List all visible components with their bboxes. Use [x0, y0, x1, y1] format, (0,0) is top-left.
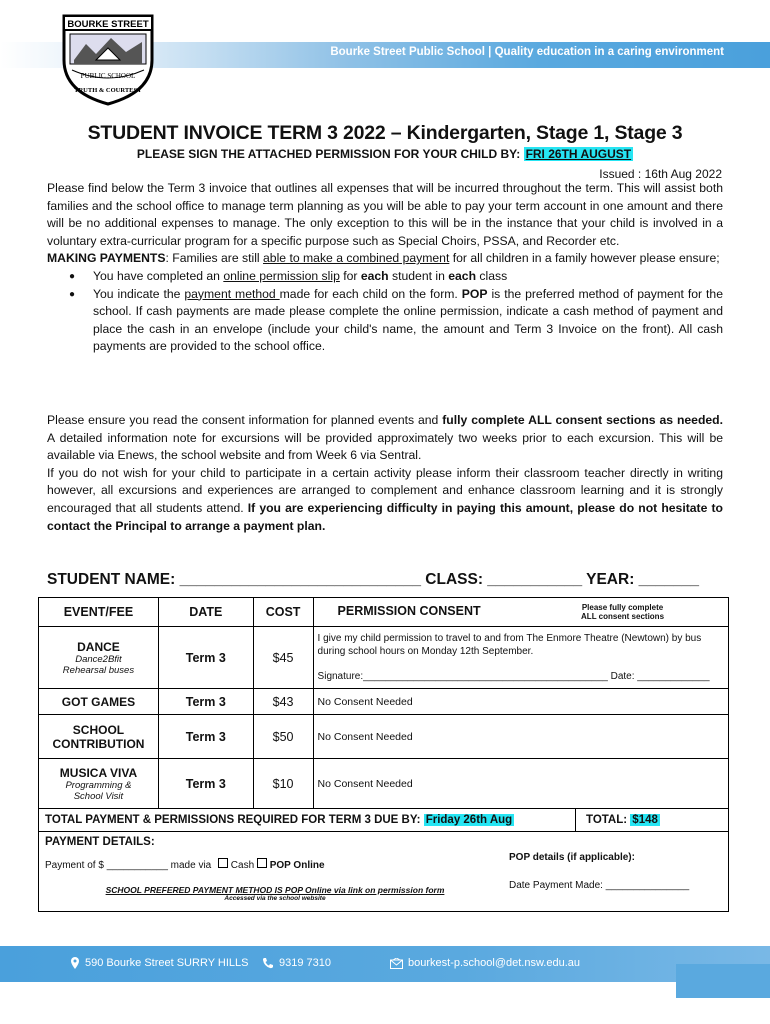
making-payments-label: MAKING PAYMENTS [47, 251, 166, 266]
table-row [39, 627, 729, 689]
online-permission-slip-link[interactable]: online permission slip [223, 268, 340, 283]
dance-permission-text: I give my child permission to travel to and from The Enmore Theatre (Newtown) by bus during school hours on Monday 12th September. [317, 633, 702, 657]
payment-method-link[interactable]: payment method [184, 286, 280, 301]
event-name: SCHOOL CONTRIBUTION [39, 715, 159, 759]
bullet-text: class [476, 268, 508, 283]
consent-table [38, 597, 729, 912]
subtitle-prefix: PLEASE SIGN THE ATTACHED PERMISSION FOR YOUR CHILD BY: [136, 147, 521, 161]
date-cell: Term 3 [158, 715, 253, 759]
consent-bold: fully complete ALL consent sections as needed. [442, 413, 723, 427]
due-date-highlight: FRI 26TH AUGUST [525, 147, 632, 161]
pop-label: POP Online [269, 860, 325, 871]
date-cell: Term 3 [158, 627, 253, 689]
total-amount: $148 [632, 814, 658, 826]
event-subtitle: Programming & [65, 779, 132, 791]
header-permission-label: PERMISSION CONSENT [337, 604, 481, 619]
total-row [39, 809, 729, 832]
payment-details-label: PAYMENT DETAILS: [45, 836, 155, 848]
cost-cell: $50 [253, 715, 313, 759]
cost-cell: $43 [253, 689, 313, 715]
total-amount-block [576, 814, 660, 826]
footer-tab [676, 964, 770, 998]
location-pin-icon [70, 957, 80, 969]
cost-cell: $10 [253, 759, 313, 809]
bullet-text: You have completed an [93, 268, 224, 283]
payment-amount-field[interactable]: Payment of $ ___________ made via [45, 860, 212, 871]
consent-cell: No Consent Needed [313, 689, 728, 715]
combined-payment-link[interactable]: able to make a combined payment [263, 251, 450, 266]
student-details-line[interactable]: STUDENT NAME: ____________________________ CLASS: ___________ YEAR: _______ [47, 571, 700, 588]
logo-mid-text: PUBLIC SCHOOL [80, 72, 136, 80]
email-text[interactable]: bourkest-p.school@det.nsw.edu.au [408, 957, 580, 969]
table-row [39, 689, 729, 715]
header-cost: COST [253, 598, 313, 627]
cost-cell: $45 [253, 627, 313, 689]
payment-details-cell [39, 832, 729, 912]
signature-field[interactable]: Signature:____________________________________________ Date: _____________ [317, 671, 710, 682]
total-due-label [39, 809, 576, 831]
event-subtitle: School Visit [73, 790, 124, 802]
bullet-text: is the preferred method of payment for the school. If cash payments are made please complete the online permission, indicate a cash method of payment and place the cash in an envelope (include your child's name, the amount and Term 3 Invoice on the front). All cash payments are provided to the school office. [93, 286, 723, 354]
logo-top-text: BOURKE STREET [67, 19, 149, 30]
payment-details-row [39, 832, 729, 912]
accessed-via-note: Accessed via the school website [224, 895, 326, 902]
bullet-bold: POP [461, 286, 488, 301]
footer-phone [262, 957, 331, 969]
event-name: GOT GAMES [39, 689, 159, 715]
cash-label: Cash [230, 860, 255, 871]
making-payments-text: : Families are still [165, 251, 264, 266]
address-text: 590 Bourke Street SURRY HILLS [85, 957, 249, 969]
page-title: STUDENT INVOICE TERM 3 2022 – Kindergarten, Stage 1, Stage 3 [87, 122, 683, 144]
cash-checkbox[interactable] [218, 858, 228, 868]
issued-date: Issued : 16th Aug 2022 [599, 167, 722, 181]
making-payments-text-2: for all children in a family however please ensure; [449, 251, 720, 266]
event-cell [39, 627, 159, 689]
phone-icon [262, 957, 274, 969]
preferred-method-note: SCHOOL PREFERED PAYMENT METHOD IS POP Online via link on permission form [105, 885, 445, 895]
total-label: TOTAL PAYMENT & PERMISSIONS REQUIRED FOR TERM 3 DUE BY: [45, 814, 421, 826]
date-cell: Term 3 [158, 689, 253, 715]
total-amount-label: TOTAL: [586, 814, 628, 826]
consent-text: Please ensure you read the consent information for planned events and [47, 413, 443, 427]
intro-section [47, 180, 723, 356]
footer-bar [0, 946, 770, 982]
footer-address [70, 957, 248, 969]
banner-text: Bourke Street Public School | Quality education in a caring environment [330, 46, 724, 58]
bullet-bold: each [360, 268, 389, 283]
table-row [39, 759, 729, 809]
header-permission [313, 598, 728, 627]
consent-text: A detailed information note for excursions will be provided approximately two weeks prior to each excursion. This will be available via Enews, the school website and from Week 6 via Sentral. [47, 430, 723, 463]
pop-details-label: POP details (if applicable): [509, 852, 635, 863]
consent-info-section [47, 412, 723, 535]
page-subtitle [0, 147, 770, 161]
email-icon [390, 958, 403, 969]
bullet-text: for [339, 268, 361, 283]
header-permission-note [581, 603, 664, 621]
header-note-2: ALL consent sections [581, 612, 665, 621]
school-logo [56, 8, 160, 108]
consent-text: If you do not wish for your child to participate in a certain activity please inform their classroom teacher directly in writing however, all excursions and experiences are arranged to complement and enhance classroom learning and it is strongly encouraged that all students attend. [47, 465, 723, 515]
header-event: EVENT/FEE [39, 598, 159, 627]
event-cell [39, 759, 159, 809]
table-row [39, 715, 729, 759]
total-due-date: Friday 26th Aug [425, 814, 513, 826]
bullet-text: made for each child on the form. [279, 286, 462, 301]
consent-cell: No Consent Needed [313, 715, 728, 759]
consent-cell: No Consent Needed [313, 759, 728, 809]
phone-text: 9319 7310 [279, 957, 331, 969]
header-note-1: Please fully complete [581, 603, 664, 612]
consent-cell [313, 627, 728, 689]
making-payments-paragraph [47, 250, 723, 268]
intro-paragraph: Please find below the Term 3 invoice that outlines all expenses that will be incurred throughout the term. This will assist both families and the school office to manage term planning as you will be able to pay your term account in one amount and there will be no additional expenses to manage. The only exception to this will be in the instance that your child is involved in a voluntary extra-curricular program for a specific purpose such as Special Choirs, PSSA, and Recorder etc. [47, 181, 723, 248]
consent-paragraph-2 [47, 465, 723, 535]
header-date: DATE [158, 598, 253, 627]
date-payment-made-field[interactable]: Date Payment Made: _______________ [509, 880, 690, 891]
event-subtitle: Dance2Bfit [75, 653, 122, 665]
event-name: MUSICA VIVA [59, 765, 138, 780]
bullet-permission-slip [93, 268, 723, 286]
total-cell [39, 809, 729, 832]
date-cell: Term 3 [158, 759, 253, 809]
consent-bold: If you are experiencing difficulty in paying this amount, please do not hesitate to contact the Principal to arrange a payment plan. [47, 500, 723, 533]
table-header-row [39, 598, 729, 627]
bullet-bold: each [448, 268, 477, 283]
bullet-text: You indicate the [93, 286, 185, 301]
payment-bullets [47, 268, 723, 356]
bullet-text: student in [388, 268, 449, 283]
event-subtitle: Rehearsal buses [62, 664, 135, 676]
event-name: DANCE [77, 639, 120, 654]
bullet-payment-method [93, 286, 723, 356]
logo-motto: TRUTH & COURTESY [74, 87, 142, 94]
pop-checkbox[interactable] [257, 858, 267, 868]
footer-email [390, 957, 580, 969]
consent-paragraph-1 [47, 412, 723, 465]
